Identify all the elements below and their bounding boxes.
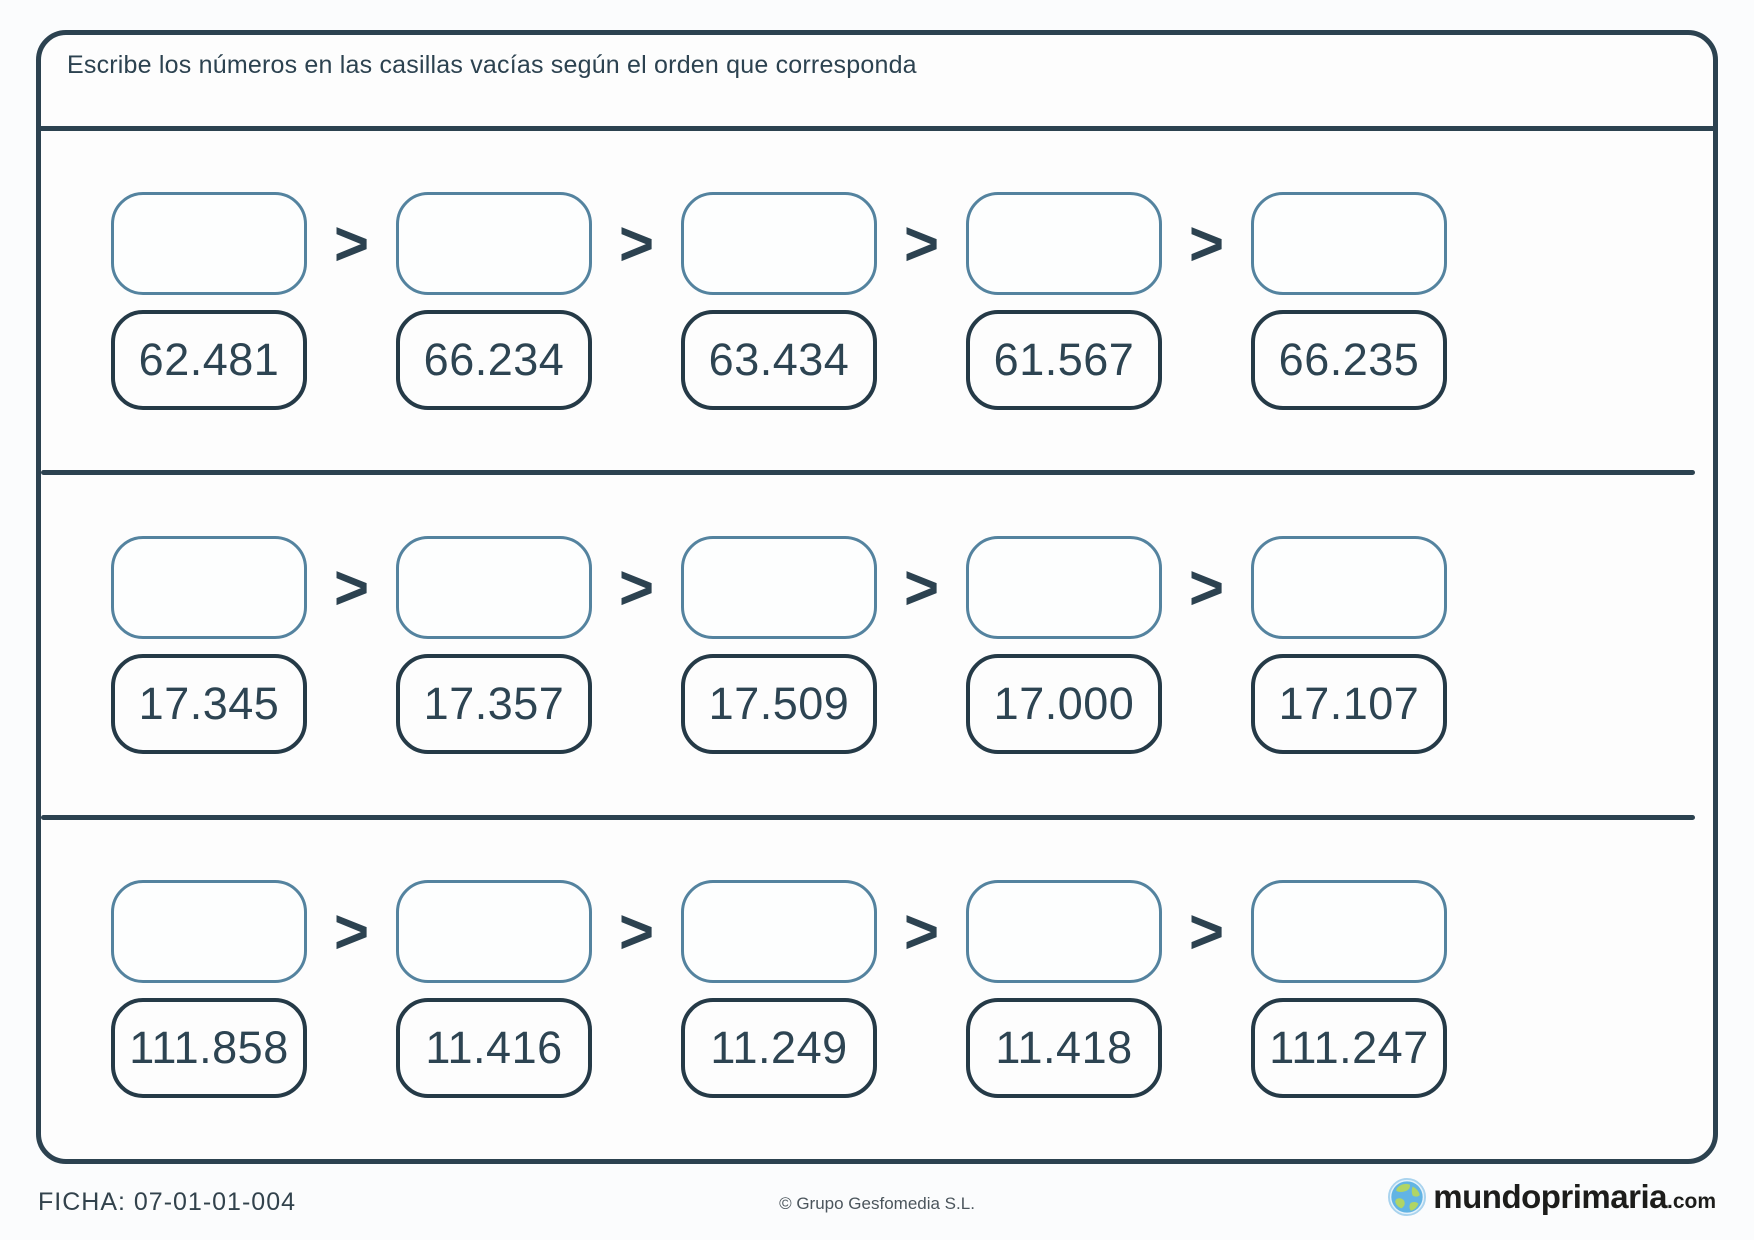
greater-than-symbol: > [618,552,655,623]
number-label: 11.418 [995,1022,1133,1074]
exercise-row-2 [41,475,1713,814]
number-label: 11.249 [710,1022,848,1074]
number-box [396,310,592,410]
row-2-line [111,536,1447,754]
greater-than-symbol: > [903,552,940,623]
number-box [1251,310,1447,410]
number-pair [396,192,592,410]
greater-than-symbol: > [1188,896,1225,967]
number-pair [966,880,1162,1098]
answer-box-empty[interactable] [681,192,877,295]
brand-name: mundoprimaria [1433,1178,1667,1215]
number-pair [966,536,1162,754]
number-label: 17.107 [1278,677,1420,729]
number-box [396,998,592,1098]
answer-box-empty[interactable] [1251,536,1447,639]
number-label: 17.000 [993,677,1135,729]
globe-icon [1388,1178,1426,1216]
answer-box-empty[interactable] [111,192,307,295]
number-label: 61.567 [993,333,1135,385]
number-label: 62.481 [138,333,280,385]
number-pair [1251,192,1447,410]
instruction-text: Escribe los números en las casillas vacías según el orden que corresponda [67,51,917,79]
number-label: 63.434 [708,333,850,385]
row-3-line [111,880,1447,1098]
number-box [1251,654,1447,754]
number-pair [966,192,1162,410]
number-box [111,310,307,410]
instruction-header [41,35,1713,131]
exercise-rows [41,131,1713,1159]
number-box [111,998,307,1098]
number-pair [681,536,877,754]
number-pair [681,880,877,1098]
exercise-row-1 [41,131,1713,470]
number-pair [396,536,592,754]
number-label: 17.357 [423,677,565,729]
answer-box-empty[interactable] [966,192,1162,295]
number-box [681,310,877,410]
number-box [681,998,877,1098]
number-label: 111.247 [1269,1022,1429,1074]
number-pair [396,880,592,1098]
row-1-line [111,192,1447,410]
number-pair [1251,880,1447,1098]
number-box [1251,998,1447,1098]
ficha-code: FICHA: 07-01-01-004 [38,1188,297,1216]
answer-box-empty[interactable] [681,880,877,983]
answer-box-empty[interactable] [1251,880,1447,983]
number-label: 17.345 [138,677,280,729]
worksheet-frame [36,30,1718,1164]
brand-suffix: .com [1666,1190,1716,1213]
greater-than-symbol: > [333,896,370,967]
brand-wordmark [1433,1178,1716,1216]
answer-box-empty[interactable] [111,880,307,983]
number-label: 11.416 [425,1022,563,1074]
number-box [396,654,592,754]
number-box [966,998,1162,1098]
answer-box-empty[interactable] [396,536,592,639]
number-box [111,654,307,754]
number-pair [1251,536,1447,754]
greater-than-symbol: > [1188,207,1225,279]
number-box [966,654,1162,754]
number-pair [111,192,307,410]
greater-than-symbol: > [903,207,940,279]
greater-than-symbol: > [333,552,370,623]
number-pair [111,536,307,754]
number-label: 66.235 [1278,333,1420,385]
brand-logo [1388,1178,1716,1216]
answer-box-empty[interactable] [396,880,592,983]
number-box [681,654,877,754]
answer-box-empty[interactable] [1251,192,1447,295]
greater-than-symbol: > [1188,552,1225,623]
number-pair [111,880,307,1098]
exercise-row-3 [41,820,1713,1159]
greater-than-symbol: > [903,896,940,967]
number-label: 17.509 [708,677,850,729]
answer-box-empty[interactable] [966,536,1162,639]
number-box [966,310,1162,410]
page-footer [0,1170,1754,1240]
answer-box-empty[interactable] [396,192,592,295]
number-label: 111.858 [129,1022,289,1074]
greater-than-symbol: > [618,207,655,279]
copyright-text: © Grupo Gesfomedia S.L. [779,1194,975,1213]
greater-than-symbol: > [333,207,370,279]
number-label: 66.234 [423,333,565,385]
answer-box-empty[interactable] [681,536,877,639]
answer-box-empty[interactable] [966,880,1162,983]
greater-than-symbol: > [618,896,655,967]
number-pair [681,192,877,410]
answer-box-empty[interactable] [111,536,307,639]
